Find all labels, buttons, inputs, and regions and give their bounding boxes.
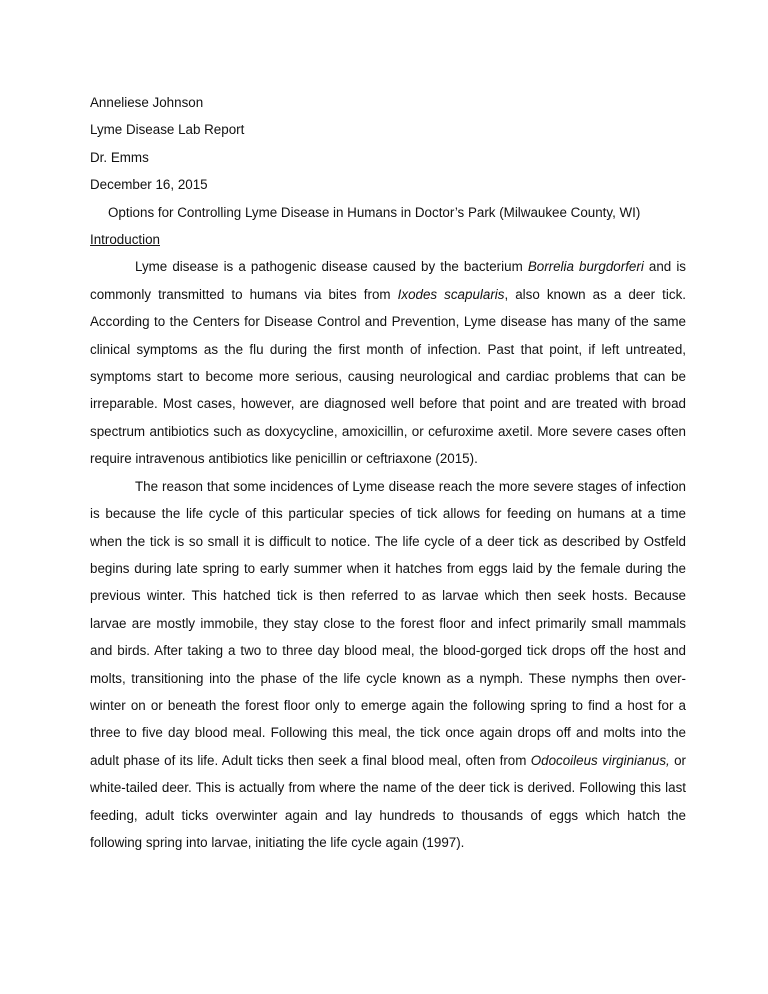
paragraph-1 — [90, 253, 686, 472]
paragraph-1-text-b: and is commonly transmitted to humans via bites from — [90, 259, 687, 302]
report-name: Lyme Disease Lab Report — [90, 122, 245, 138]
document-body — [90, 89, 686, 856]
species-name-borrelia: Borrelia burgdorferi — [527, 259, 644, 275]
report-date: December 16, 2015 — [90, 177, 208, 193]
author-name: Anneliese Johnson — [90, 95, 204, 110]
paragraph-2-text-b: or white-tailed deer. This is actually from where the name of the deer tick is derived. Following this last feeding, adult ticks overwinter again and lay hundreds to thousands of eggs which hatch the following spring into larvae, initiating the life cycle again (1997). — [90, 752, 686, 850]
species-name-ixodes: Ixodes scapularis — [397, 286, 505, 302]
instructor-name: Dr. Emms — [90, 149, 149, 165]
paragraph-1-text-c: , also known as a deer tick. According to the Centers for Disease Control and Prevention, Lyme disease has many of the same clinical symptoms as the flu during the first month of infection. Past that point, if left untreated, symptoms start to become more serious, causing neurological and cardiac problems that can be irreparable. Most cases, however, are diagnosed well before that point and are treated with broad spectrum antibiotics such as doxycycline, amoxicillin, or cefuroxime axetil. More severe cases often require intravenous antibiotics like penicillin or ceftriaxone (2015). — [90, 286, 686, 467]
report-title: Options for Controlling Lyme Disease in Humans in Doctor’s Park (Milwaukee County, WI) — [108, 204, 641, 220]
section-heading-introduction: Introduction — [90, 232, 160, 248]
paragraph-2 — [90, 473, 686, 857]
paragraph-1-text-a: Lyme disease is a pathogenic disease caused by the bacterium — [135, 259, 528, 275]
paragraph-2-text-a: The reason that some incidences of Lyme disease reach the more severe stages of infection is because the life cycle of this particular species of tick allows for feeding on humans at a time when the tick is so small it is difficult to notice. The life cycle of a deer tick as described by Ostfeld begins during late spring to early summer when it hatches from eggs laid by the female during the previous winter. This hatched tick is then referred to as larvae which then seek hosts. Because larvae are mostly immobile, they stay close to the forest floor and infect primarily small mammals and birds. After taking a two to three day blood meal, the blood-gorged tick drops off the host and molts, transitioning into the phase of the life cycle known as a nymph. These nymphs then over-winter on or beneath the forest floor only to emerge again the following spring to find a host for a three to five day blood meal. Following this meal, the tick once again drops off and molts into the adult phase of its life. Adult ticks then seek a final blood meal, often from — [90, 478, 686, 768]
species-name-odocoileus: Odocoileus virginianus, — [530, 752, 670, 768]
